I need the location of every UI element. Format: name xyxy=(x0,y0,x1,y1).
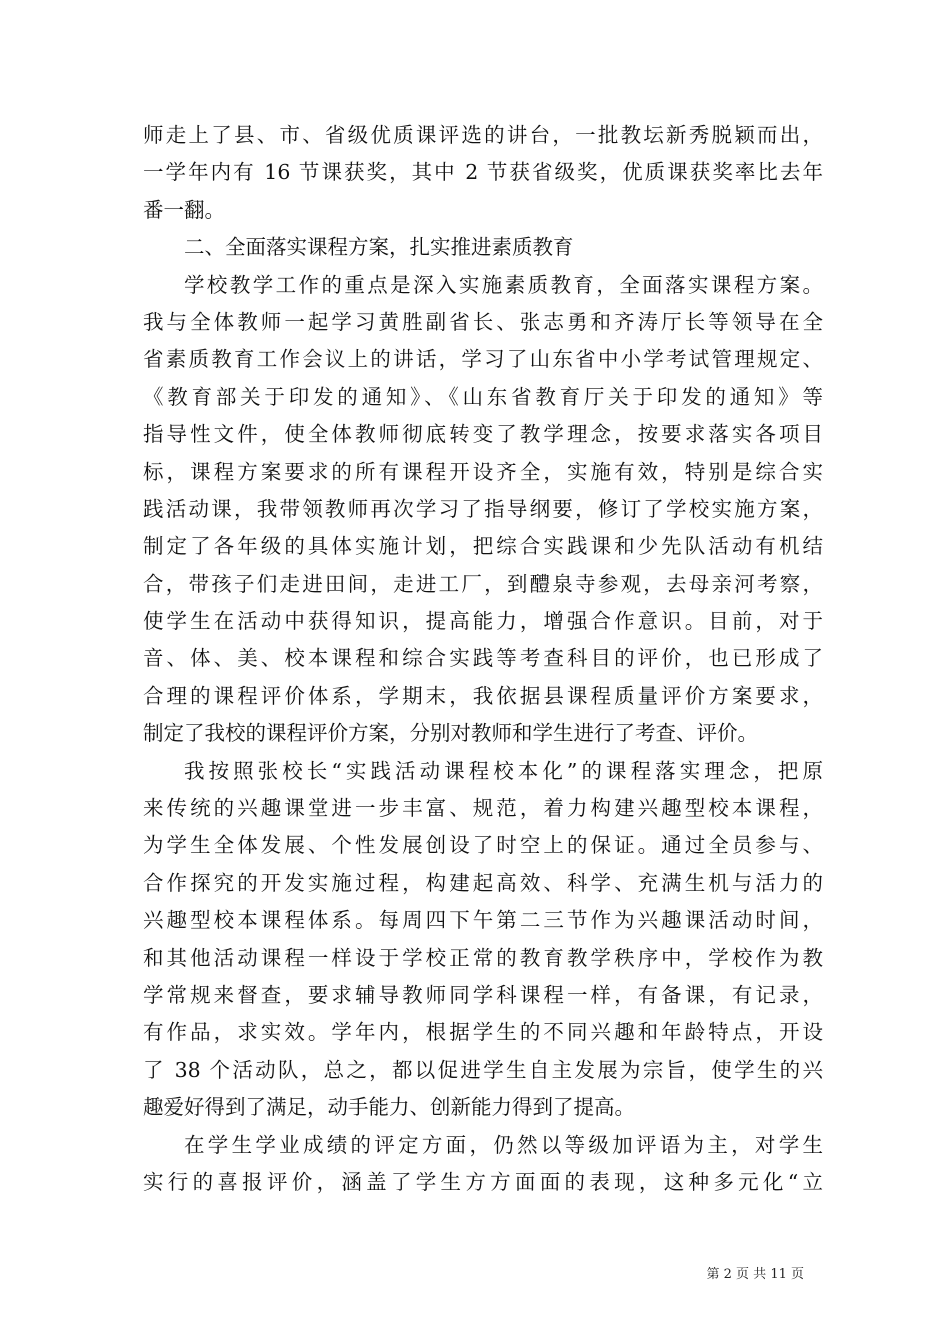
document-body xyxy=(143,117,823,1201)
text-line: 合理的课程评价体系，学期末，我依据县课程质量评价方案要求， xyxy=(143,683,823,708)
text-line: 合，带孩子们走进田间，走进工厂，到醴泉寺参观，去母亲河考察， xyxy=(143,571,823,596)
text-line: 一学年内有 16 节课获奖，其中 2 节获省级奖，优质课获奖率比去年 xyxy=(143,160,823,185)
text-line: 制定了我校的课程评价方案，分别对教师和学生进行了考查、评价。 xyxy=(143,721,758,746)
text-line: 《教育部关于印发的通知》、《山东省教育厅关于印发的通知》等 xyxy=(143,384,823,409)
text-line: 制定了各年级的具体实施计划，把综合实践课和少先队活动有机结 xyxy=(143,534,823,559)
text-line: 合作探究的开发实施过程，构建起高效、科学、充满生机与活力的 xyxy=(143,870,823,895)
text-line: 践活动课，我带领教师再次学习了指导纲要，修订了学校实施方案， xyxy=(143,496,823,521)
text-line: 我与全体教师一起学习黄胜副省长、张志勇和齐涛厅长等领导在全 xyxy=(143,309,823,334)
text-line: 有作品，求实效。学年内，根据学生的不同兴趣和年龄特点，开设 xyxy=(143,1020,823,1045)
text-line: 使学生在活动中获得知识，提高能力，增强合作意识。目前，对于 xyxy=(143,609,823,634)
text-line: 来传统的兴趣课堂进一步丰富、规范，着力构建兴趣型校本课程， xyxy=(143,796,823,821)
text-line: 标，课程方案要求的所有课程开设齐全，实施有效，特别是综合实 xyxy=(143,459,823,484)
text-line: 指导性文件，使全体教师彻底转变了教学理念，按要求落实各项目 xyxy=(143,422,823,447)
text-line: 音、体、美、校本课程和综合实践等考查科目的评价，也已形成了 xyxy=(143,646,823,671)
text-line: 了 38 个活动队，总之，都以促进学生自主发展为宗旨，使学生的兴 xyxy=(143,1057,823,1082)
text-line: 为学生全体发展、个性发展创设了时空上的保证。通过全员参与、 xyxy=(143,833,823,858)
text-line: 师走上了县、市、省级优质课评选的讲台，一批教坛新秀脱颖而出， xyxy=(143,123,823,147)
text-line: 在学生学业成绩的评定方面，仍然以等级加评语为主，对学生 xyxy=(184,1132,823,1157)
text-line: 番一翻。 xyxy=(143,197,225,222)
text-line: 学常规来督查，要求辅导教师同学科课程一样，有备课，有记录， xyxy=(143,982,823,1007)
text-line: 省素质教育工作会议上的讲话，学习了山东省中小学考试管理规定、 xyxy=(143,347,823,372)
text-line: 实行的喜报评价，涵盖了学生方方面面的表现，这种多元化“立 xyxy=(143,1169,823,1194)
text-line: 和其他活动课程一样设于学校正常的教育教学秩序中，学校作为教 xyxy=(143,945,823,970)
text-line: 学校教学工作的重点是深入实施素质教育，全面落实课程方案。 xyxy=(184,272,823,297)
page-footer: 第 2 页 共 11 页 xyxy=(706,1267,804,1282)
text-line: 趣爱好得到了满足，动手能力、创新能力得到了提高。 xyxy=(143,1095,635,1120)
text-line: 兴趣型校本课程体系。每周四下午第二三节作为兴趣课活动时间， xyxy=(143,908,823,933)
section-heading: 二、全面落实课程方案，扎实推进素质教育 xyxy=(184,235,574,260)
text-line: 我按照张校长“实践活动课程校本化”的课程落实理念，把原 xyxy=(184,758,823,783)
